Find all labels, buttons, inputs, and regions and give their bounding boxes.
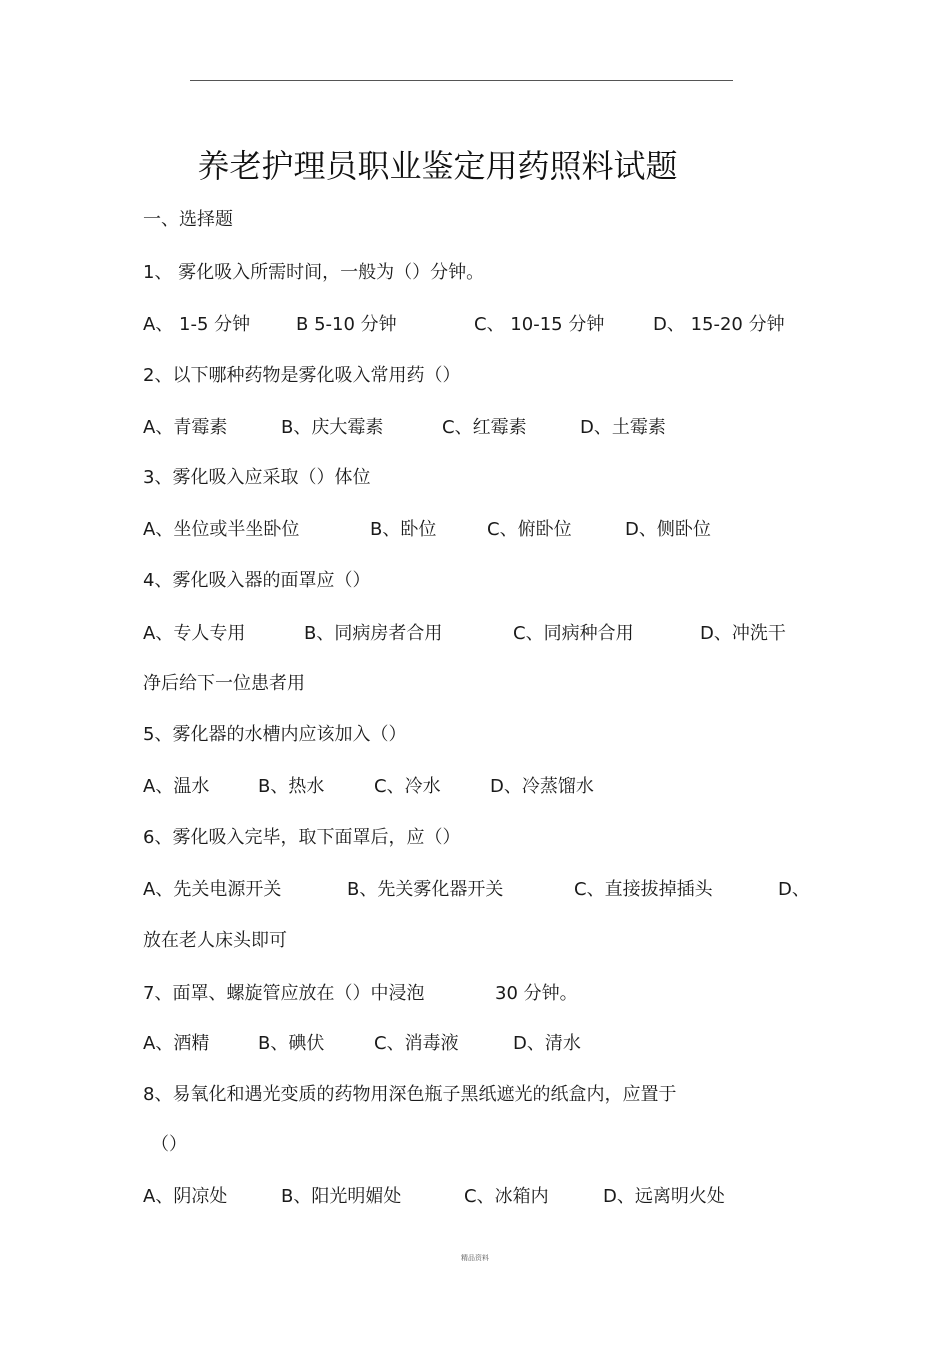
question-7-stem-tail: 30 分钟。 bbox=[495, 983, 578, 1004]
question-5-option-d: D、冷蒸馏水 bbox=[490, 776, 594, 797]
question-4-continuation: 净后给下一位患者用 bbox=[143, 673, 305, 694]
question-4-option-a: A、专人专用 bbox=[143, 623, 246, 644]
question-7-option-b: B、碘伏 bbox=[258, 1033, 325, 1054]
question-5-option-c: C、冷水 bbox=[374, 776, 441, 797]
question-7-stem: 7、面罩、螺旋管应放在（）中浸泡 bbox=[143, 983, 425, 1004]
question-6-stem: 6、雾化吸入完毕，取下面罩后，应（） bbox=[143, 827, 461, 848]
question-8-option-a: A、阴凉处 bbox=[143, 1186, 228, 1207]
question-3-option-b: B、卧位 bbox=[370, 519, 437, 540]
question-3-option-a: A、坐位或半坐卧位 bbox=[143, 519, 300, 540]
document-title: 养老护理员职业鉴定用药照料试题 bbox=[197, 147, 678, 185]
question-7-option-c: C、消毒液 bbox=[374, 1033, 459, 1054]
question-5-option-a: A、温水 bbox=[143, 776, 210, 797]
question-7-option-d: D、清水 bbox=[513, 1033, 581, 1054]
question-4-option-b: B、同病房者合用 bbox=[304, 623, 443, 644]
question-4-option-c: C、同病种合用 bbox=[513, 623, 634, 644]
question-6-option-c: C、直接拔掉插头 bbox=[574, 879, 713, 900]
question-1-stem: 1、 雾化吸入所需时间，一般为（）分钟。 bbox=[143, 262, 485, 283]
question-6-option-d: D、 bbox=[778, 879, 810, 900]
question-2-option-d: D、土霉素 bbox=[580, 417, 666, 438]
question-5-stem: 5、雾化器的水槽内应该加入（） bbox=[143, 724, 407, 745]
question-8-option-b: B、阳光明媚处 bbox=[281, 1186, 402, 1207]
question-1-option-b: B 5-10 分钟 bbox=[296, 314, 397, 335]
question-1-option-c: C、 10-15 分钟 bbox=[474, 314, 605, 335]
question-6-option-b: B、先关雾化器开关 bbox=[347, 879, 504, 900]
question-6-option-a: A、先关电源开关 bbox=[143, 879, 282, 900]
question-2-option-c: C、红霉素 bbox=[442, 417, 527, 438]
question-3-option-d: D、侧卧位 bbox=[625, 519, 711, 540]
question-4-stem: 4、雾化吸入器的面罩应（） bbox=[143, 570, 371, 591]
question-5-option-b: B、热水 bbox=[258, 776, 325, 797]
question-8-option-d: D、远离明火处 bbox=[603, 1186, 725, 1207]
question-1-option-d: D、 15-20 分钟 bbox=[653, 314, 785, 335]
section-heading: 一、选择题 bbox=[143, 209, 233, 230]
question-2-option-a: A、青霉素 bbox=[143, 417, 228, 438]
header-rule bbox=[190, 80, 733, 81]
question-8-option-c: C、冰箱内 bbox=[464, 1186, 549, 1207]
page-footer: 精品资料 bbox=[461, 1254, 489, 1262]
question-8-stem: 8、易氧化和遇光变质的药物用深色瓶子黑纸遮光的纸盒内，应置于 bbox=[143, 1084, 677, 1105]
question-8-continuation: （） bbox=[151, 1134, 187, 1155]
question-7-option-a: A、酒精 bbox=[143, 1033, 210, 1054]
question-2-stem: 2、以下哪种药物是雾化吸入常用药（） bbox=[143, 365, 461, 386]
question-6-continuation: 放在老人床头即可 bbox=[143, 930, 287, 951]
question-2-option-b: B、庆大霉素 bbox=[281, 417, 384, 438]
question-3-stem: 3、雾化吸入应采取（）体位 bbox=[143, 467, 371, 488]
question-1-option-a: A、 1-5 分钟 bbox=[143, 314, 251, 335]
question-4-option-d: D、冲洗干 bbox=[700, 623, 786, 644]
question-3-option-c: C、俯卧位 bbox=[487, 519, 572, 540]
